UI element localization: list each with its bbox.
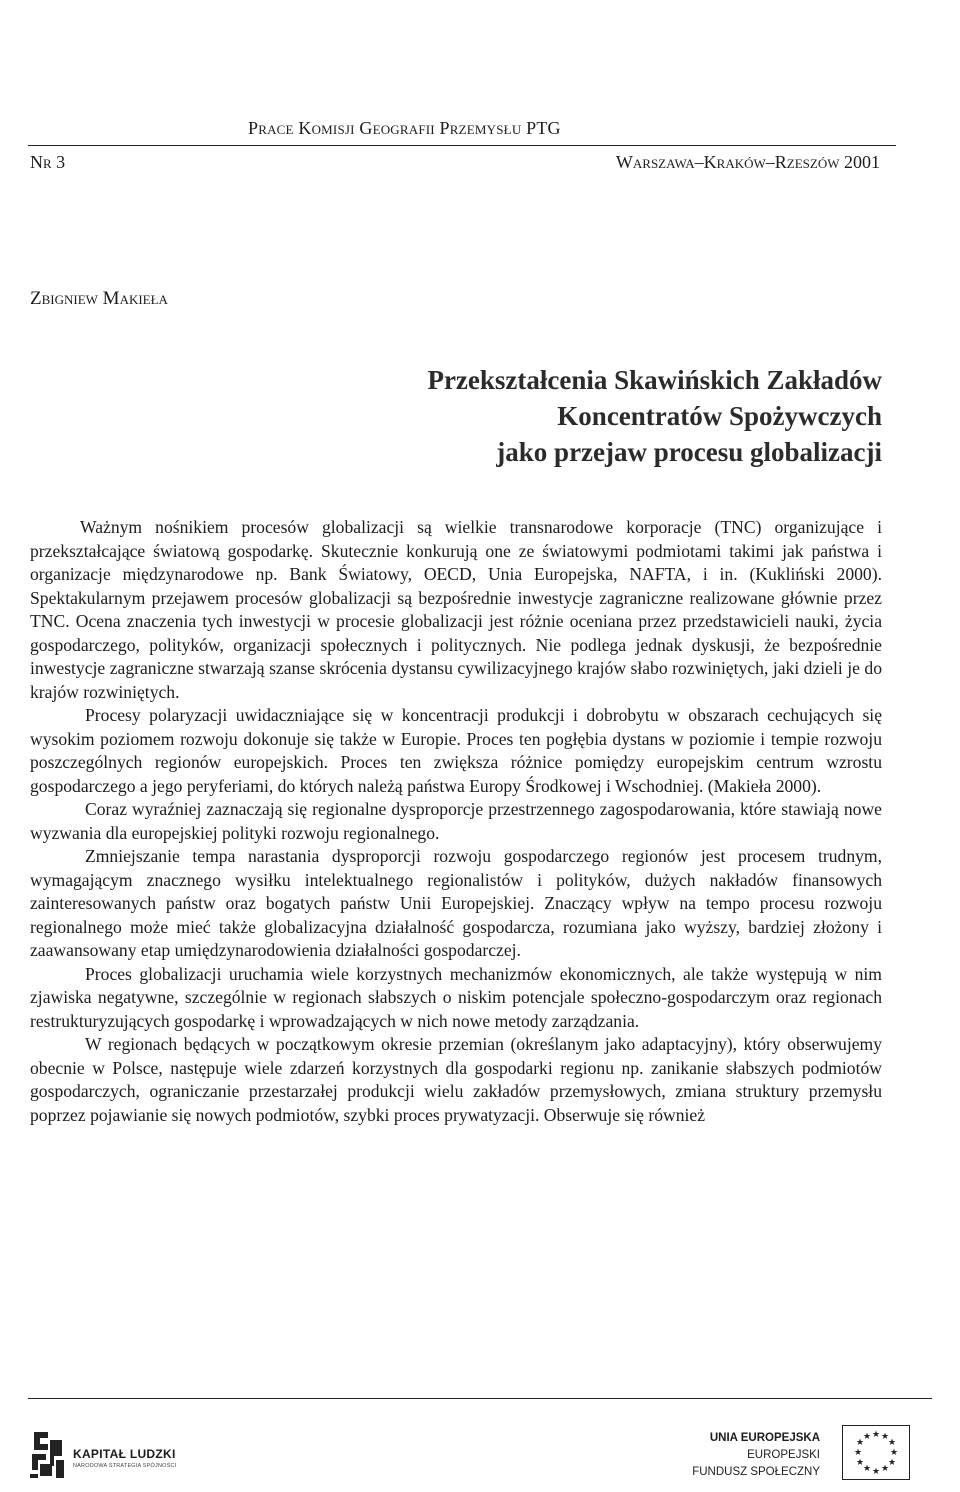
- svg-text:★: ★: [887, 1458, 897, 1468]
- issue-number: Nr 3: [30, 152, 66, 172]
- svg-text:★: ★: [889, 1448, 899, 1458]
- kapital-ludzki-name: KAPITAŁ LUDZKI: [73, 1447, 176, 1461]
- eu-line-2: EUROPEJSKI: [747, 1449, 820, 1461]
- svg-text:★: ★: [880, 1432, 890, 1442]
- svg-text:★: ★: [853, 1448, 863, 1458]
- article-body: [30, 516, 882, 1127]
- svg-text:★: ★: [855, 1458, 865, 1468]
- paragraph: W regionach będących w początkowym okresie przemian (określanym jako adaptacyjny), który obserwujemy obecnie w Polsce, następuje wiele zdarzeń korzystnych dla gospodarki regionu np. zanikanie słabszych podmiotów gospodarczych, ograniczanie przestarzałej produkcji wielu zakładów przemysłowych, zmiana struktury przemysłu poprzez pojawianie się nowych podmiotów, szybki proces prywatyzacji. Obserwuje się również: [30, 1034, 882, 1125]
- svg-text:★: ★: [887, 1438, 897, 1448]
- title-line-3: jako przejaw procesu globalizacji: [496, 437, 882, 467]
- svg-text:★: ★: [880, 1464, 890, 1474]
- eu-line-3: FUNDUSZ SPOŁECZNY: [692, 1466, 820, 1478]
- svg-text:★: ★: [871, 1467, 881, 1477]
- paragraph: Proces globalizacji uruchamia wiele korzystnych mechanizmów ekonomicznych, ale także występują w nim zjawiska negatywne, szczególnie w regionach słabszych o niskim potencjale społeczno-gospodarczym oraz regionach restrukturyzujących gospodarkę i wprowadzających w nich nowe metody zarządzania.: [30, 963, 882, 1031]
- eu-line-1: UNIA EUROPEJSKA: [709, 1432, 820, 1444]
- svg-text:★: ★: [871, 1430, 881, 1440]
- paragraph: Zmniejszanie tempa narastania dysproporcji rozwoju gospodarczego regionów jest procesem trudnym, wymagającym znacznego wysiłku intelektualnego regionalistów i polityków, dużych nakładów finansowych zainteresowanych państw oraz bogatych państw Unii Europejskiej. Znaczący wpływ na tempo procesu rozwoju regionalnego może mieć także globalizacyjna działalność gospodarcza, rozumiana jako wyższy, bardziej złożony i zaawansowany etap umiędzynarodowienia działalności gospodarczej.: [30, 846, 882, 960]
- paragraph: Coraz wyraźniej zaznaczają się regionalne dysproporcje przestrzennego zagospodarowania, które stawiają nowe wyzwania dla europejskiej polityki rozwoju regionalnego.: [30, 799, 882, 843]
- paragraph: Ważnym nośnikiem procesów globalizacji są wielkie transnarodowe korporacje (TNC) organizujące i przekształcające światową gospodarkę. Skutecznie konkurują one ze światowymi podmiotami takimi jak państwa i organizacje międzynarodowe np. Bank Światowy, OECD, Unia Europejska, NAFTA, i in. (Kukliński 2000). Spektakularnym przejawem procesów globalizacji są bezpośrednie inwestycje zagraniczne realizowane głównie przez TNC. Ocena znaczenia tych inwestycji w procesie globalizacji jest różnie oceniana przez przedstawicieli nauki, życia gospodarczego, polityków, organizacji społecznych i politycznych. Nie podlega jednak dyskusji, że bezpośrednie inwestycje zagraniczne stwarzają szanse skrócenia dystansu cywilizacyjnego krajów słabo rozwiniętych, jaki dzieli je do krajów rozwiniętych.: [30, 517, 882, 702]
- svg-text:★: ★: [855, 1438, 865, 1448]
- title-line-1: Przekształcenia Skawińskich Zakładów: [427, 365, 882, 395]
- svg-text:★: ★: [862, 1464, 872, 1474]
- kapital-ludzki-subtitle: NARODOWA STRATEGIA SPÓJNOŚCI: [73, 1463, 177, 1469]
- paragraph: Procesy polaryzacji uwidaczniające się w koncentracji produkcji i dobrobytu w obszarach cechujących się wysokim poziomem rozwoju dokonuje się także w Europie. Proces ten pogłębia dystans w poziomie i tempie rozwoju poszczególnych regionów europejskich. Proces ten zwiększa różnice pomiędzy europejskim centrum wzrostu gospodarczego a jego peryferiami, do których należą państwa Europy Środkowej i Wschodniej. (Makieła 2000).: [30, 705, 882, 796]
- publication-place-year: Warszawa–Kraków–Rzeszów 2001: [615, 152, 880, 172]
- journal-name: Prace Komisji Geografii Przemysłu PTG: [248, 118, 561, 138]
- title-line-2: Koncentratów Spożywczych: [557, 401, 882, 431]
- svg-text:★: ★: [862, 1432, 872, 1442]
- author-name: Zbigniew Makieła: [30, 288, 168, 309]
- eu-fund-label: [660, 1430, 820, 1481]
- footer-rule: [28, 1398, 932, 1399]
- kapital-ludzki-logo-icon: [28, 1430, 66, 1480]
- article-title: [300, 362, 882, 470]
- eu-flag-icon: [842, 1425, 910, 1480]
- header-rule: [28, 145, 896, 146]
